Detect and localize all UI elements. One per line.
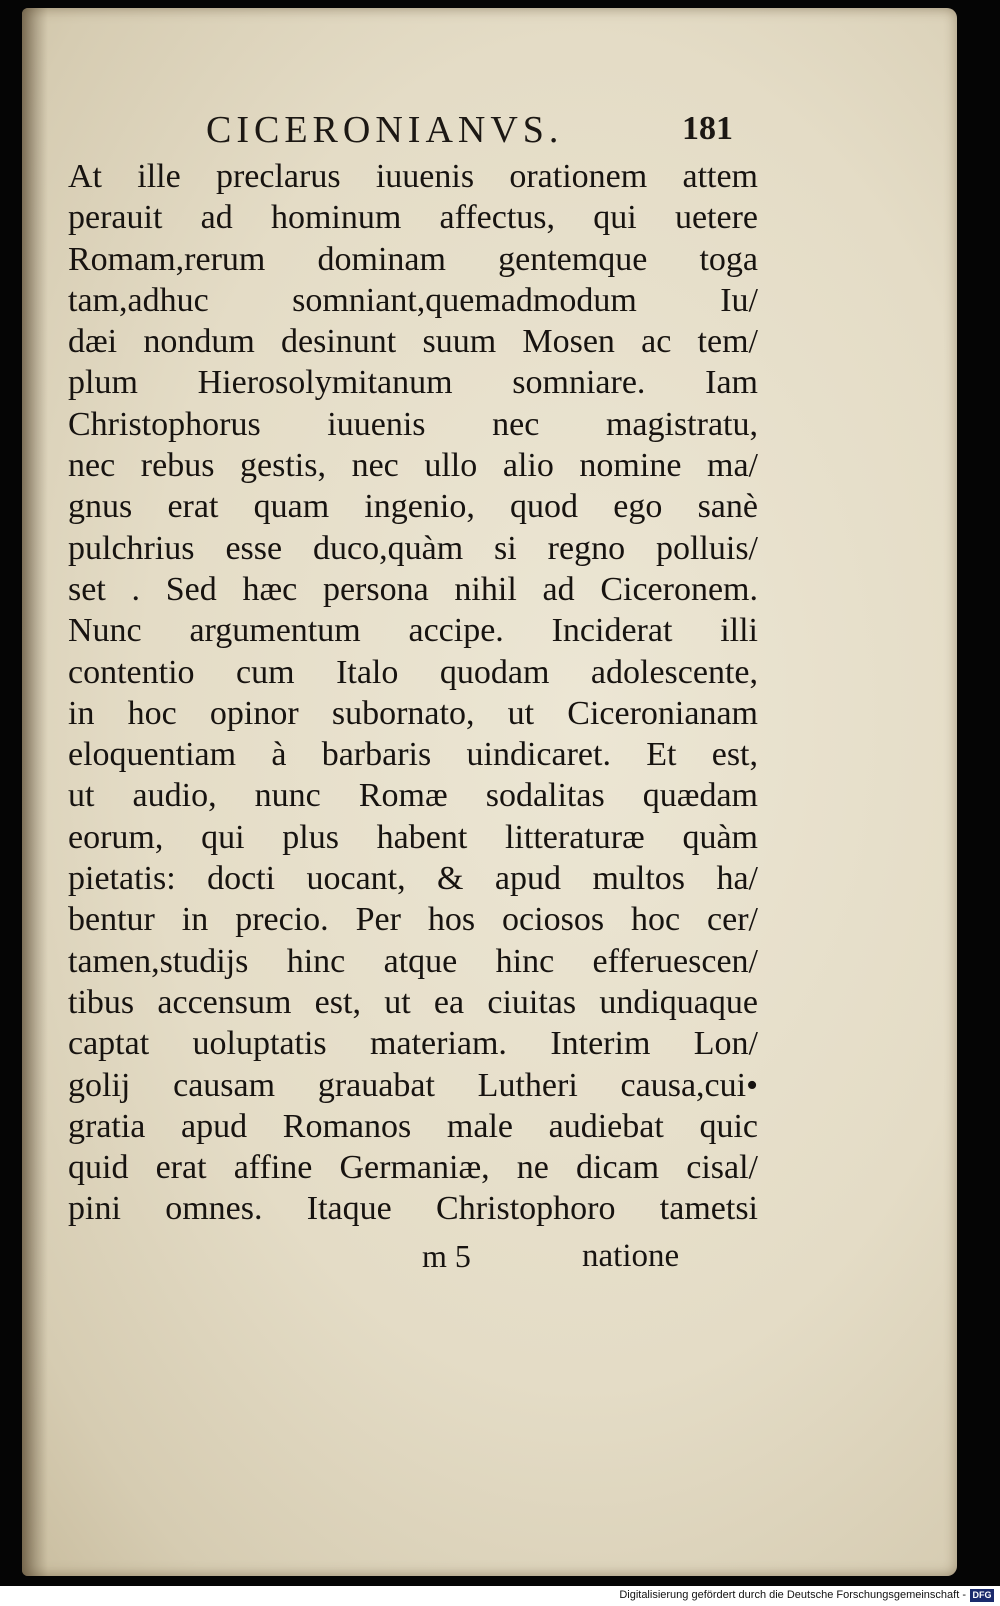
text-line: Nunc argumentum accipe. Inciderat illi	[68, 612, 758, 650]
text-line: in hoc opinor subornato, ut Ciceronianam	[68, 694, 758, 732]
text-line: golij causam grauabat Lutheri causa,cui•	[68, 1066, 758, 1104]
text-line: set . Sed hæc persona nihil ad Ciceronem.	[68, 570, 758, 608]
catchline	[22, 1238, 957, 1278]
text-line: gratia apud Romanos male audiebat quic	[68, 1107, 758, 1145]
text-line: pini omnes. Itaque Christophoro tametsi	[68, 1190, 758, 1228]
text-line: pietatis: docti uocant, & apud multos ha/	[68, 860, 758, 898]
dfg-logo-icon: DFG	[970, 1589, 994, 1602]
gutter-shadow	[22, 8, 48, 1576]
catchword: natione	[582, 1238, 680, 1274]
text-line: ut audio, nunc Romæ sodalitas quædam	[68, 777, 758, 815]
text-line: captat uoluptatis materiam. Interim Lon/	[68, 1025, 758, 1063]
text-line: eloquentiam à barbaris uindicaret. Et est,	[68, 736, 758, 774]
page-number: 181	[682, 110, 733, 147]
book-page	[22, 8, 957, 1576]
running-head	[22, 108, 957, 151]
text-line: plum Hierosolymitanum somniare. Iam	[68, 364, 758, 402]
text-line: dæi nondum desinunt suum Mosen ac tem/	[68, 323, 758, 361]
text-line: nec rebus gestis, nec ullo alio nomine ma/	[68, 447, 758, 485]
body-text	[68, 156, 758, 1230]
text-line: Christophorus iuuenis nec magistratu,	[68, 405, 758, 443]
text-line: tamen,studijs hinc atque hinc efferuescen/	[68, 942, 758, 980]
text-line: At ille preclarus iuuenis orationem attem	[68, 158, 758, 195]
text-line: Romam,rerum dominam gentemque toga	[68, 240, 758, 278]
funding-credit: Digitalisierung gefördert durch die Deutsche Forschungsgemeinschaft -	[619, 1589, 966, 1601]
text-line: eorum, qui plus habent litteraturæ quàm	[68, 818, 758, 856]
text-line: perauit ad hominum affectus, qui uetere	[68, 199, 758, 237]
signature-mark: m 5	[422, 1238, 471, 1274]
text-line: contentio cum Italo quodam adolescente,	[68, 653, 758, 691]
text-line: bentur in precio. Per hos ociosos hoc cer/	[68, 901, 758, 939]
text-line: gnus erat quam ingenio, quod ego sanè	[68, 488, 758, 526]
running-title: CICERONIANVS.	[206, 109, 564, 151]
text-line: tam,adhuc somniant,quemadmodum Iu/	[68, 281, 758, 319]
text-line: pulchrius esse duco,quàm si regno polluis/	[68, 529, 758, 567]
text-line: tibus accensum est, ut ea ciuitas undiquaque	[68, 983, 758, 1021]
text-line: quid erat affine Germaniæ, ne dicam cisal/	[68, 1149, 758, 1187]
footer-bar	[0, 1586, 1000, 1606]
